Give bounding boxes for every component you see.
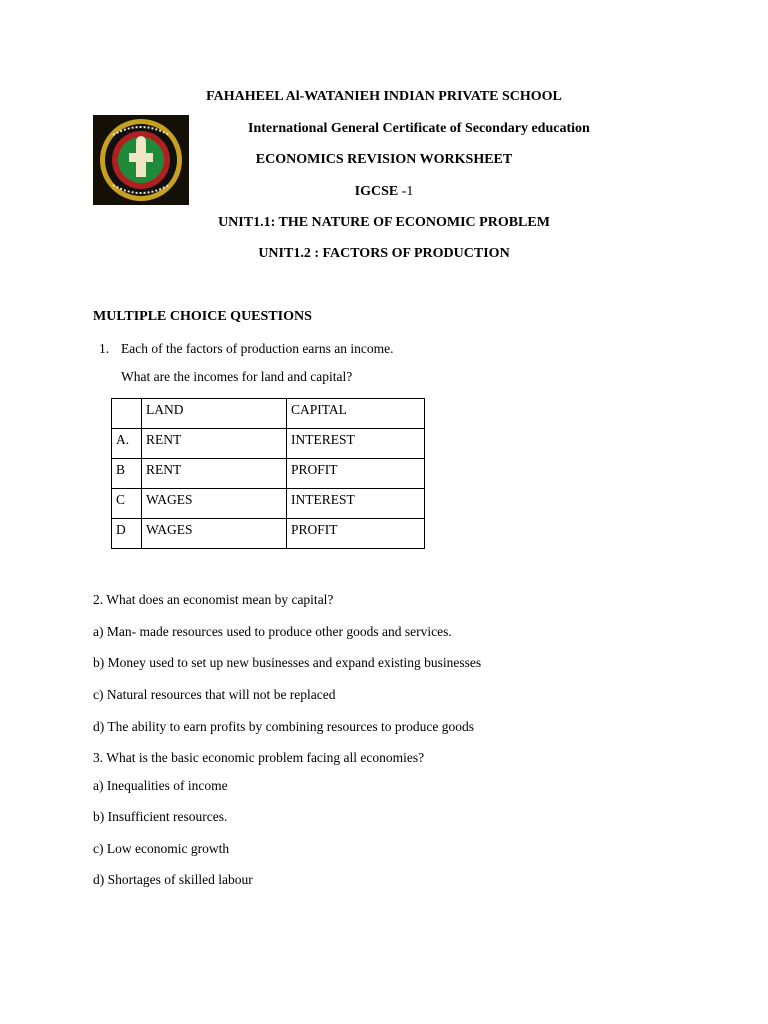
table-cell: A.: [112, 429, 142, 459]
table-header-capital: CAPITAL: [287, 399, 425, 429]
q3-option-b: b) Insufficient resources.: [93, 809, 228, 824]
table-cell: PROFIT: [287, 459, 425, 489]
q2-option-a: a) Man- made resources used to produce other goods and services.: [93, 624, 452, 639]
q3-option-d: d) Shortages of skilled labour: [93, 872, 253, 887]
level-title: [0, 183, 768, 201]
q1-number: 1.: [99, 341, 110, 356]
table-cell: INTEREST: [287, 489, 425, 519]
q2-option-b: b) Money used to set up new businesses and expand existing businesses: [93, 655, 482, 670]
unit2-title: UNIT1.2 : FACTORS OF PRODUCTION: [258, 246, 510, 261]
table-cell: C: [112, 489, 142, 519]
table-cell: RENT: [142, 459, 287, 489]
table-cell: [112, 399, 142, 429]
table-row: [112, 489, 425, 519]
level-bold: IGCSE: [354, 184, 399, 199]
certificate-title: International General Certificate of Secondary education: [248, 121, 590, 136]
table-cell: INTEREST: [287, 429, 425, 459]
q1-text: Each of the factors of production earns an income.: [121, 341, 394, 356]
q1-subtext: What are the incomes for land and capital?: [121, 369, 353, 384]
q3-text: 3. What is the basic economic problem facing all economies?: [93, 750, 425, 765]
level-rest: -1: [398, 184, 414, 199]
section-title: MULTIPLE CHOICE QUESTIONS: [93, 309, 312, 324]
table-row: [112, 429, 425, 459]
table-header-land: LAND: [142, 399, 287, 429]
answer-table: [111, 398, 425, 549]
unit1-title: UNIT1.1: THE NATURE OF ECONOMIC PROBLEM: [218, 215, 550, 230]
q2-text: 2. What does an economist mean by capital?: [93, 592, 334, 607]
table-row: [112, 459, 425, 489]
table-cell: WAGES: [142, 519, 287, 549]
q2-option-d: d) The ability to earn profits by combining resources to produce goods: [93, 719, 475, 734]
table-cell: B: [112, 459, 142, 489]
q3-option-a: a) Inequalities of income: [93, 778, 228, 793]
school-name: FAHAHEEL Al-WATANIEH INDIAN PRIVATE SCHOOL: [206, 89, 562, 104]
table-cell: RENT: [142, 429, 287, 459]
table-cell: WAGES: [142, 489, 287, 519]
table-cell: PROFIT: [287, 519, 425, 549]
q3-option-c: c) Low economic growth: [93, 841, 230, 856]
table-cell: D: [112, 519, 142, 549]
worksheet-title: ECONOMICS REVISION WORKSHEET: [255, 152, 513, 167]
table-header-row: [112, 399, 425, 429]
table-row: [112, 519, 425, 549]
q2-option-c: c) Natural resources that will not be replaced: [93, 687, 336, 702]
